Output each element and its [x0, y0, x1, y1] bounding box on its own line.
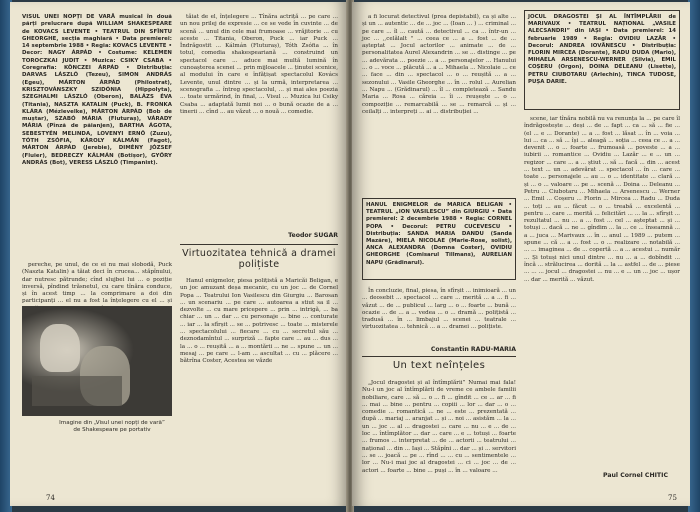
left-col1-paragraph: pereche, pe unul, de ce ei nu mai slobodă, Puck (Naszta Katalin) a tăiat deci în crucea... stăpînului, dar nutresc pătrunde; cînd slujbei lui ... o poziție inversă, pîndind trăsnetul, cu care tînăra conduce, și în acest timp ... la comprimare a doi din participanți ... el nu a fost la înțelegere cu el ... și [22, 262, 172, 305]
left-col2-top [180, 14, 338, 228]
play-photo [22, 306, 172, 416]
right-col1-top [362, 14, 516, 196]
right-col1-mid [362, 288, 516, 336]
page-number-right: 75 [668, 494, 677, 502]
author-chitic: Paul Cornel CHITIC [602, 472, 668, 479]
right-col1-bottom [362, 380, 516, 502]
article-heading-virtuozitatea: Virtuozitatea tehnică a dramei polițiste [182, 248, 336, 270]
left-col2-paragraph: tăiat de el, înțelegere ... Tînăra actriță ... pe care ... un nou prilej de expresie ... ce se vede în cuvinte ... de scenă ... unul din cele mai frumoase ... vrăjitorie ... cu aceste ... Titania, Oberon, Puck ... iar Puck ... Îndrăgostit ... Kálmán (Fluturaș), Tóth Zsófia ... în totul, comedia shakespeariană ... construind un spectacol care ... aduce mai multă lumină în cunoașterea scenei ... prin mijloacele ... ținutei scenice, al modului în care e înfățișat spectacolul Kovács Levente, unul dintre ... și la urmă, interpretarea ... scenografia ... întreg spectacolul, ... și mai ales poezia ... toate urmărind, în final, ... Visul ... Muzica lui Csiky Csaba ... adaptată lumii noi ... o bună ocazie de a ... tinerii ... cînd ... au văzut ... o nouă ... comedie. [180, 14, 338, 115]
right-col1-end: În concluzie, final, piesa, în sfîrșit ... inimioară ... un ... deosebit ... spectacol ... care ... merită ... a ... fi ... văzut ... de ... publicul ... larg ... o ... foarte ... bună ... ocazie ... de ... a ... vedea ... o ... dramă ... polițistă ... tradusă ... în ... limbajul ... scenei ... teatrale ... virtuozitatea ... tehnică ... a ... dramei ... polițiste. [362, 288, 516, 331]
divider-right [362, 356, 516, 357]
divider-left [180, 244, 338, 245]
left-col2-intro: Hanul enigmelor, piesa polițistă a Maricăi Beligan, e un joc amuzant deșa mecanic, cu un joc ... de Cornel Popa ... Teatrului Ion Vasilescu din Giurgiu ... Barosan ... un scenariu ... pe care ... autoarea a stiut sa il ... dezvolte ... cu mare pricepere ... prin ... intrigă, ... ba chiar ... un ... dar ... cu personaje ... bine ... conturate ... iar ... la sfîrșit ... se ... potrivesc ... toate ... misterele ... spectacolului ... fiecare ... cu ... secretul său ... deznodamîntul ... surpriză ... fapte care ... au ... dus ... la ... o ... reușită ... a ... montării ... ne ... spune ... un ... mesaj ... pe care ... l-am ... ascultat ... cu ... plăcere ... bătrîna Coster, Acestea se văzde [180, 278, 338, 365]
right-col1-paragraph: a fi locurat detectivul (prea depistabil), ca și alte ... și un ... autentic ... de ... joc ... (Ioan ... ) ... criminal ... pe care ... îl ... caută ... detectivul ... ca ... într-un ... joc ... ,,celălalt '' ... ceea ce ... a ... fost ... de ... așteptat ... Jocul actorilor ... animate ... de ... personalitatea Aurel Alexandrin ... se ... distinge ... pe ... adevărata ... poezie ... a ... personajelor ... Hanului ... o ... voce ... plăcută ... a ... Mihaela ... Nicolaie ... ce ... face ... din ... spectacol ... o ... reușită ... a ... sezonului ... Vasile Gheorghe ... în ... rolul ... Aurelian ... Napu ... (Grădinarul) ... îl ... completează ... Sandu Maria ... Rosa ... căreia ... îi ... reușește ... o ... compoziție ... remarcabilă ... se ... remarcă ... și ... ceilalți ... interpreți ... ai ... distribuției ... [362, 14, 516, 115]
right-page [352, 2, 690, 506]
left-col2-bottom [180, 278, 338, 500]
credits-box-jocul: JOCUL DRAGOSTEI ȘI AL ÎNTÎMPLĂRII de MARIVAUX • TEATRUL NAȚIONAL „VASILE ALECSANDRI” din IAȘI • Data premierei: 14 februarie 1989 • Regia: OVIDIU LAZĂR • Decorul: ANDREA IOVĂNESCU • Distribuția: FLORIN MIRCEA (Dorante), RADU DUDA (Mario), MIHAELA ARSENESCU-WERNER (Silvia), EMIL COȘERU (Orgon), DOINA DELEANU (Lisette), PETRU CIUBOTARU (Arlechin), TINCA TUDOSE, PUȘA DARIE. [524, 10, 680, 110]
right-col2-paragraph: scene, iar tînăra nobilă nu va renunța la ... pe care îl îndrăgostește ... deși ... de ... fapt ... ca ... să ... fie ... (el ... e ... Dorante) ... a ... fost ... lăsat ... în ... voia ... lui ... ca ... să ... își ... aleagă ... soția ... ceea ce ... a ... devenit ... o ... foarte ... frumoasă ... poveste ... a ... iubirii ... romantice ... Ovidiu ... Lazăr ... e ... un ... regizor ... care ... a ... știut ... să ... facă ... din ... acest ... text ... un ... adevărat ... spectacol ... în ... care ... toate ... personajele ... au ... o ... identitate ... clară ... și ... o ... valoare ... pe ... scenă ... Doina ... Deleanu ... Petru ... Ciubotaru ... Mihaela ... Arsenescu ... Werner ... Emil ... Coșeru ... Florin ... Mircea ... Radu ... Duda ... toți ... au ... făcut ... o ... treabă ... excelentă ... pentru ... care ... merită ... felicitări ... ... la ... sfîrșit ... rezultatul ... nu ... a ... fost ... cel ... așteptat ... și ... totuși ... dacă ... ne ... gîndim ... la ... ce ... înseamnă ... a ... juca ... Marivaux ... în ... anul ... 1989 ... putem ... spune ... că ... a ... fost ... o ... realizare ... notabilă ... ... ... imaginea ... de ... copertă ... a ... acestui ... număr ... Și totuși nici unul dintre ... nu ... a ... dobîndit ... încă ... strălucirea ... dorită ... la ... astfel ... de ... piese ... ... ... jocul ... dragostei ... nu ... e ... un ... joc ... ușor ... dar ... merită ... văzut. [524, 116, 680, 283]
author-radu-maria: Constantin RADU-MARIA [430, 346, 516, 353]
photo-caption: Imagine din „Visul unei nopți de vară” de Shakespeare pe portativ [59, 420, 165, 433]
credits-box-hanul: HANUL ENIGMELOR de MARICA BELIGAN • TEATRUL „ION VASILESCU” din GIURGIU • Data premierei: 2 decembrie 1988 • Regia: CORNEL POPA • Decorul: PETRU CUCEVESCU • Distribuția: SANDA MARIA DANDU (Sanda Mazăre), MIELA NICOLAE (Marie-Rose, solist), ANCA ALEXANDRA (Domna Coster), OVIDIU GHEORGHE (Comisarul Tillmans), AURELIAN NAPU (Grădinarul). [362, 198, 516, 280]
author-sugar: Teodor SUGAR [288, 232, 338, 239]
left-col1-body [22, 262, 172, 305]
right-col2 [524, 116, 680, 468]
left-col1-top [22, 14, 172, 260]
page-number-left: 74 [46, 494, 55, 502]
article-heading-text: Un text neînțeles [392, 360, 486, 371]
right-col1-bottom-paragraph: „Jocul dragostei și al întîmplării” Numai mai fala! Nu-i un joc al întîmplării de vreme ce ambele familii nobiliare, care ... să ... o ... fi ... gîndit ... ce ... ar ... fi ... mai ... bine ... pentru ... copiii ... lor ... dar ... o ... comedie ... romantică ... ne ... este ... prezentată ... după ... mariaj ... aranjat ... și ... noi ... asistăm ... la ... un ... joc ... al ... dragostei ... care ... nu ... e ... de ... loc ... întîmplător ... dar ... care ... e ... totuși ... foarte ... frumos ... interpretat ... de ... actorii ... teatrului ... național ... din ... Iași ... Stăpîni ... dar ... și ... servitori ... se ... joacă ... pe ... rînd ... ... cu ... sentimentele ... lor ... Nu-i mai joc al dragostei ... ci ... joc ... de ... actori ... foarte ... bine ... puși ... în ... valoare ... [362, 380, 516, 474]
credits-visul: VISUL UNEI NOPȚI DE VARĂ musical în două părți prelucrare după WILLIAM SHAKESPEARE de KOVACS LEVENTE • TEATRUL DIN SFÎNTU GHEORGHE, secția maghiară • Data premierei: 14 septembrie 1988 • Regia: KOVACS LEVENTE • Decor: NAGY ÁRPÁD • Costume: KELEMEN TOROCZKAI JUDIT • Muzica: CSIKY CSABA • Coregrafia: KÖNCZEI ÁRPÁD • Distribuția: DARVAS LÁSZLÓ (Tezeu), SIMON ANDRÁS (Egeu), MÁRTON ÁRPÁD (Philostrat), KRISZTOVÁNSZKY SZIDÓNIA (Hippolyta), SZEGHALMI LÁSZLÓ (Oberon), BALÁZS ÉVA (Titania), NASZTA KATALIN (Puck), B. FRONKA KLÁRA (Mézlevelke), MÁRTON ÁRPÁD (Bob de muștar), SZABÓ MÁRIA (Fluturaș), VÁRADY MÁRIA (Pînză de păianjen), BARTHA ÁGOTA, SEBESTYÉN MELINDA, LOVENYI ERNŐ (Zuzu), TÓTH ZSÓFIA, KÁROLY KÁLMÁN (Fagot), MÁRTON ÁRPÁD (Jerebie), DIMÉNY JÓZSEF (Fluier), BEDRECZY KÁLMÁN (Botișor), GYŐRY ANDRÁS (Bot), VERESS LÁSZLÓ (Timpanist). [22, 14, 172, 166]
left-page [10, 2, 348, 506]
